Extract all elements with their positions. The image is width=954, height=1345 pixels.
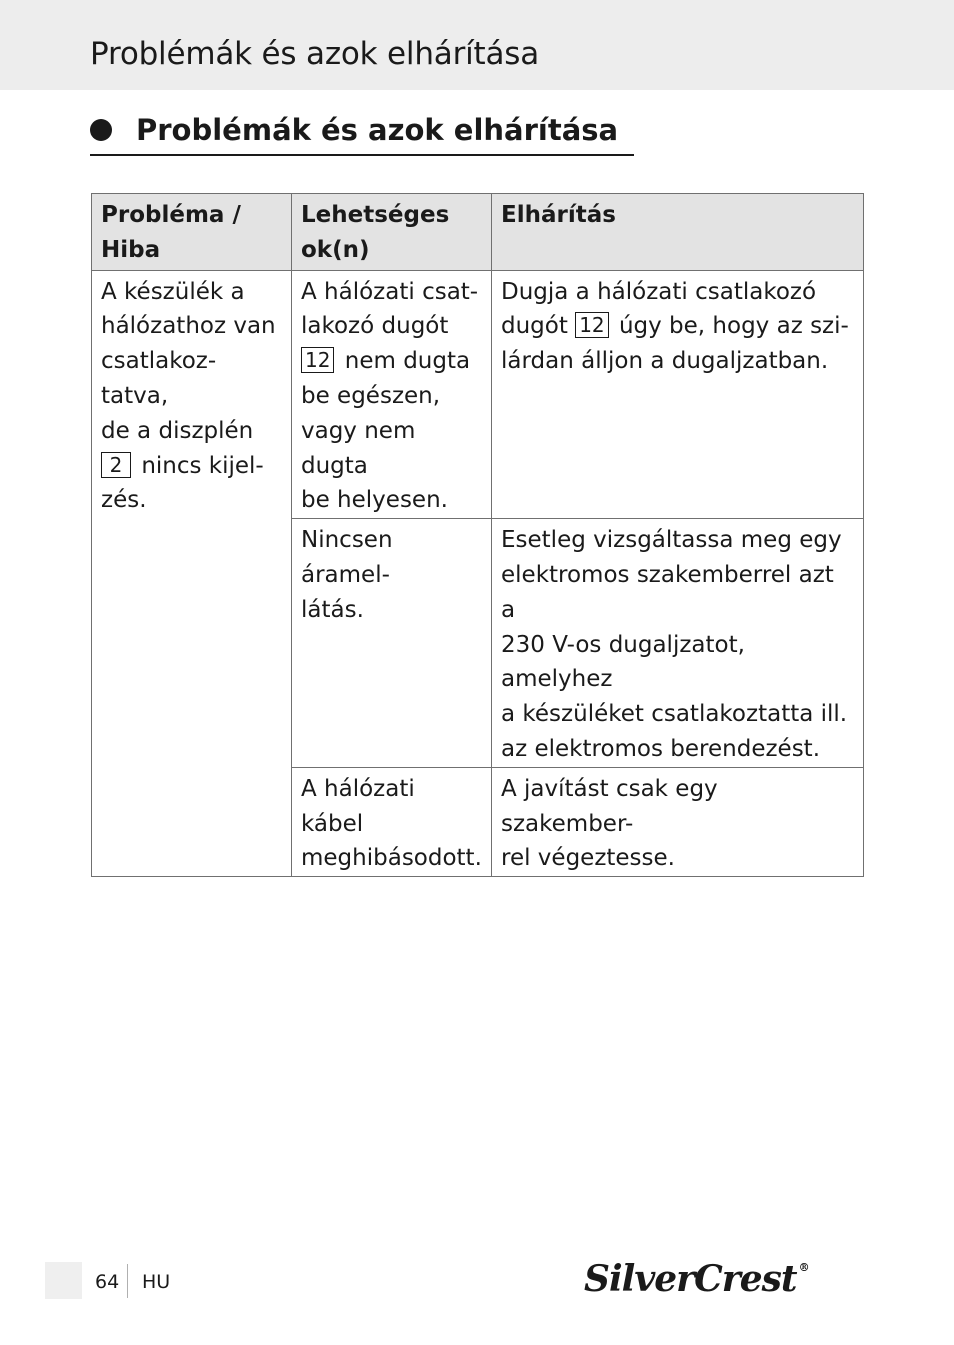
fix-line: 230 V-os dugaljzatot, amelyhez — [501, 631, 745, 693]
cause-line: látás. — [301, 596, 364, 623]
section-heading-text: Problémák és azok elhárítása — [136, 113, 619, 147]
problem-line: nincs kijel- — [141, 452, 264, 479]
header-problem-line1: Probléma / — [101, 202, 241, 228]
cause-cell — [292, 767, 492, 876]
fix-line: A javítást csak egy szakember- — [501, 775, 718, 837]
cause-line: A hálózati kábel — [301, 775, 415, 837]
fix-cell — [492, 767, 864, 876]
header-fix — [492, 194, 864, 271]
fix-line: dugót — [501, 313, 568, 340]
brand-name: SilverCrest — [584, 1258, 797, 1300]
fix-line: úgy be, hogy az szi- — [618, 313, 849, 340]
fix-cell — [492, 519, 864, 768]
header-problem-line2: Hiba — [101, 236, 161, 263]
fix-line: a készüléket csatlakoztatta ill. — [501, 701, 848, 728]
plug-reference-number: 12 — [575, 312, 608, 338]
fix-line: elektromos szakemberrel azt a — [501, 561, 834, 623]
header-fix-label: Elhárítás — [501, 202, 616, 228]
cause-cell — [292, 270, 492, 519]
silvercrest-logo — [584, 1258, 809, 1300]
cause-line: Nincsen áramel- — [301, 527, 393, 588]
bullet-dot-icon — [90, 119, 112, 141]
section-heading-underline — [90, 154, 634, 156]
problem-cell — [92, 270, 292, 877]
cause-line: vagy nem dugta — [301, 417, 416, 479]
display-reference-number: 2 — [101, 452, 131, 478]
cause-line: be egészen, — [301, 382, 441, 409]
page-header-title: Problémák és azok elhárítása — [90, 36, 540, 72]
problem-line: A készülék a — [101, 278, 245, 305]
header-cause-line1: Lehetséges — [301, 202, 450, 228]
problem-line: csatlakoz-tatva, — [101, 348, 217, 409]
fix-line: az elektromos berendezést. — [501, 735, 821, 762]
cause-line: be helyesen. — [301, 487, 448, 514]
problem-line: hálózathoz van — [101, 313, 276, 340]
fix-line: lárdan álljon a dugaljzatban. — [501, 348, 829, 375]
cause-line: lakozó dugót — [301, 313, 449, 340]
cause-line: A hálózati csat- — [301, 278, 479, 305]
table-header-row — [92, 194, 864, 271]
cause-cell — [292, 519, 492, 768]
problem-line: zés. — [101, 487, 147, 514]
fix-line: Esetleg vizsgáltassa meg egy — [501, 527, 842, 554]
footer-divider — [127, 1264, 128, 1298]
cause-line: meghibásodott. — [301, 845, 482, 872]
header-cause-line2: ok(n) — [301, 236, 370, 263]
fix-cell — [492, 270, 864, 519]
header-problem — [92, 194, 292, 271]
problem-line: de a diszplén — [101, 417, 254, 444]
registered-mark: ® — [798, 1261, 809, 1274]
fix-line: Dugja a hálózati csatlakozó — [501, 278, 817, 305]
section-heading — [90, 113, 618, 147]
footer-page-marker — [45, 1262, 82, 1299]
fix-line: rel végeztesse. — [501, 845, 675, 872]
plug-reference-number: 12 — [301, 347, 334, 373]
page-number: 64 — [95, 1271, 120, 1293]
language-code: HU — [142, 1271, 171, 1293]
cause-line: nem dugta — [344, 348, 471, 375]
table-row — [92, 270, 864, 519]
header-cause — [292, 194, 492, 271]
troubleshooting-table — [91, 193, 864, 877]
